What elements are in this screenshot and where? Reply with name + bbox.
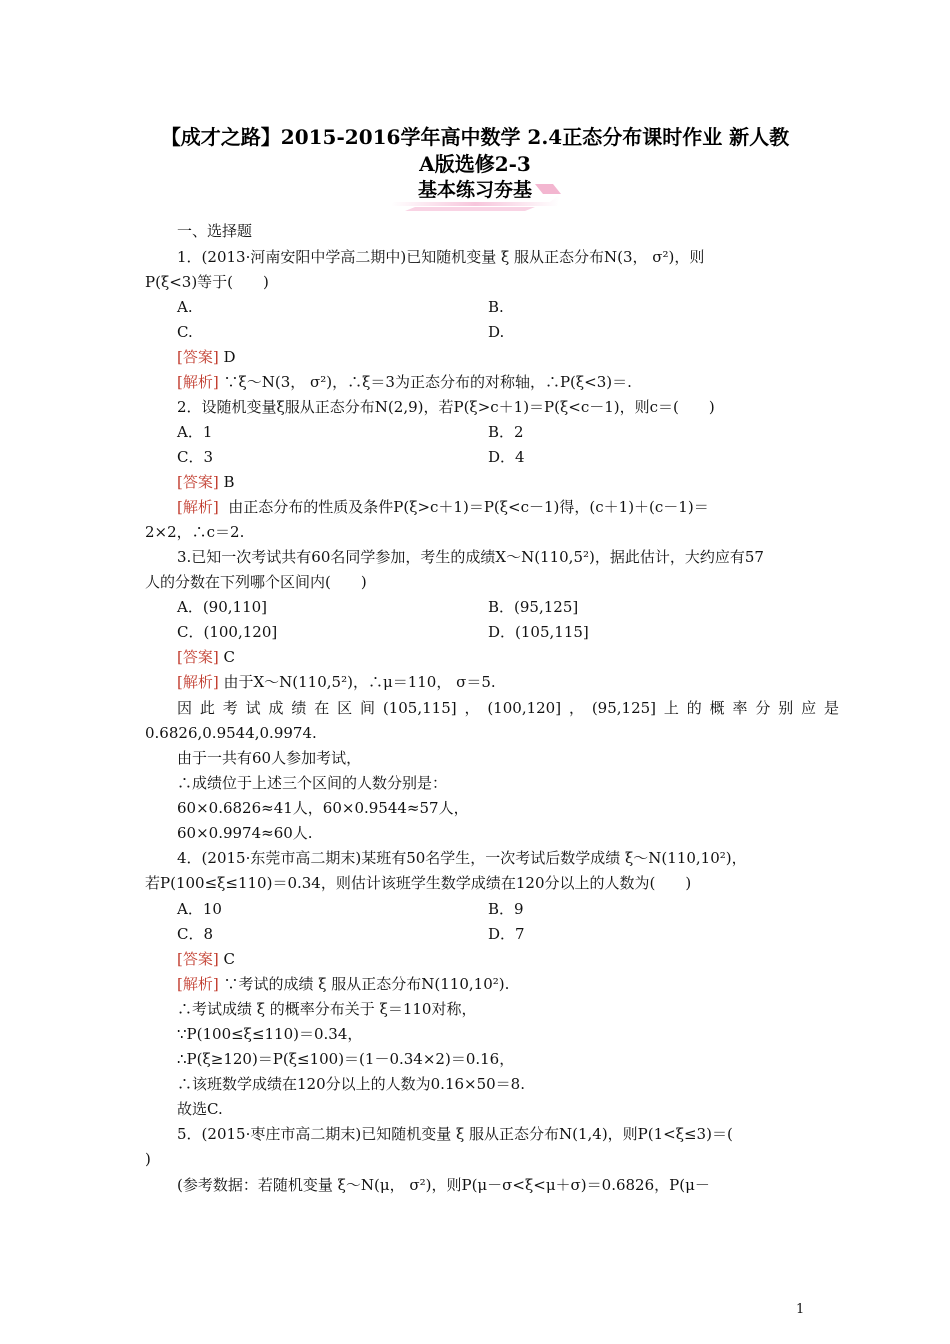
text-line xyxy=(177,447,213,467)
text-line xyxy=(177,1024,362,1044)
line-text: D．7 xyxy=(488,925,525,943)
line-text: D．(105,115] xyxy=(488,623,589,641)
line-text: 5．(2015·枣庄市高二期末)已知随机变量 ξ 服从正态分布N(1,4)，则P(1<ξ≤3)＝( xyxy=(177,1125,733,1143)
label-tag: [解析] xyxy=(177,498,219,516)
answer-line xyxy=(177,497,709,517)
answer-line xyxy=(177,974,509,994)
line-text: ∴成绩位于上述三个区间的人数分别是： xyxy=(177,774,448,792)
text-line xyxy=(177,1074,525,1094)
label-tag: [解析] xyxy=(177,673,219,691)
text-line xyxy=(177,221,252,241)
text-line xyxy=(177,999,476,1019)
label-tag: [解析] xyxy=(177,373,219,391)
line-text: C xyxy=(218,950,235,968)
line-text: 人的分数在下列哪个区间内( ) xyxy=(145,573,367,591)
text-line xyxy=(488,322,504,342)
text-line xyxy=(177,322,193,342)
line-text: (参考数据：若随机变量 ξ～N(μ， σ²)，则P(μ－σ<ξ<μ＋σ)＝0.6826，P(μ－ xyxy=(177,1176,710,1194)
line-text: 1．(2013·河南安阳中学高二期中)已知随机变量 ξ 服从正态分布N(3， σ²)，则 xyxy=(177,248,705,266)
line-text: ∴考试成绩 ξ 的概率分布关于 ξ＝110对称， xyxy=(177,1000,477,1018)
line-text: ∴该班数学成绩在120分以上的人数为0.16×50＝8. xyxy=(177,1075,525,1093)
line-text: 因此考试成绩在区间(105,115]，(100,120]，(95,125]上的概率分别应是 xyxy=(177,699,839,717)
line-text: 4．(2015·东莞市高二期末)某班有50名学生，一次考试后数学成绩 ξ～N(110,10²)， xyxy=(177,849,747,867)
text-line xyxy=(177,597,267,617)
label-tag: [答案] xyxy=(177,648,219,666)
line-text: B．9 xyxy=(488,900,524,918)
text-line xyxy=(488,422,524,442)
label-tag: [答案] xyxy=(177,950,219,968)
line-text: A．1 xyxy=(177,423,213,441)
text-line xyxy=(488,622,589,642)
answer-line xyxy=(177,647,235,667)
answer-line xyxy=(177,347,236,367)
text-line xyxy=(177,1175,710,1195)
text-line xyxy=(488,597,578,617)
answer-line xyxy=(177,949,235,969)
page-number: 1 xyxy=(796,1302,805,1317)
line-text: P(ξ<3)等于( ) xyxy=(145,273,269,291)
line-text: C．3 xyxy=(177,448,214,466)
text-line xyxy=(177,848,747,868)
line-text: ) xyxy=(145,1150,151,1168)
line-text: 60×0.9974≈60人. xyxy=(177,824,313,842)
line-text: D．4 xyxy=(488,448,525,466)
line-text: C．(100,120] xyxy=(177,623,278,641)
answer-line xyxy=(177,672,496,692)
line-text: 由于X～N(110,5²)，∴μ＝110， σ＝5. xyxy=(218,673,496,691)
label-tag: [答案] xyxy=(177,473,219,491)
label-tag: [解析] xyxy=(177,975,219,993)
text-line xyxy=(177,297,193,317)
line-text: A. xyxy=(177,298,193,316)
line-text: B．2 xyxy=(488,423,524,441)
text-line xyxy=(177,1099,223,1119)
text-line xyxy=(177,547,764,567)
text-line xyxy=(177,622,277,642)
text-line xyxy=(145,1149,151,1169)
text-line xyxy=(177,698,839,718)
line-text: C．8 xyxy=(177,925,214,943)
text-line xyxy=(177,924,213,944)
line-text: B. xyxy=(488,298,504,316)
document-title-line1: 【成才之路】2015-2016学年高中数学 2.4正态分布课时作业 新人教 xyxy=(160,125,790,149)
line-text: 60×0.6826≈41人，60×0.9544≈57人， xyxy=(177,799,469,817)
section-heading: 基本练习夯基 xyxy=(417,179,532,201)
text-line xyxy=(177,1049,514,1069)
text-line xyxy=(145,522,244,542)
text-line xyxy=(145,873,691,893)
text-line xyxy=(177,397,715,417)
line-text: 0.6826,0.9544,0.9974. xyxy=(145,724,317,742)
line-text: ∴P(ξ≥120)＝P(ξ≤100)＝(1－0.34×2)＝0.16， xyxy=(177,1050,515,1068)
line-text: ∵考试的成绩 ξ 服从正态分布N(110,10²). xyxy=(218,975,510,993)
line-text: ∵P(100≤ξ≤110)＝0.34， xyxy=(177,1025,363,1043)
text-line xyxy=(145,572,367,592)
line-text: 若P(100≤ξ≤110)＝0.34，则估计该班学生数学成绩在120分以上的人数为( ) xyxy=(145,874,692,892)
text-line xyxy=(177,247,704,267)
line-text: 2×2，∴c＝2. xyxy=(145,523,245,541)
line-text: ∵ξ～N(3， σ²)，∴ξ＝3为正态分布的对称轴，∴P(ξ<3)＝. xyxy=(218,373,632,391)
line-text: D. xyxy=(488,323,505,341)
text-line xyxy=(145,723,317,743)
text-line xyxy=(488,899,524,919)
line-text: 一、选择题 xyxy=(177,222,253,240)
text-line xyxy=(177,773,447,793)
line-text: A．10 xyxy=(177,900,222,918)
text-line xyxy=(177,422,212,442)
text-line xyxy=(177,823,313,843)
line-text: B xyxy=(218,473,235,491)
line-text: C xyxy=(218,648,235,666)
text-line xyxy=(488,297,504,317)
line-text: 3.已知一次考试共有60名同学参加，考生的成绩X～N(110,5²)，据此估计，大约应有57 xyxy=(177,548,764,566)
line-text: 由于一共有60人参加考试， xyxy=(177,749,362,767)
label-tag: [答案] xyxy=(177,348,219,366)
line-text: C. xyxy=(177,323,193,341)
text-line xyxy=(488,924,525,944)
line-text: 故选C. xyxy=(177,1100,223,1118)
answer-line xyxy=(177,372,632,392)
text-line xyxy=(177,1124,733,1144)
line-text: 由正态分布的性质及条件P(ξ>c＋1)＝P(ξ<c－1)得，(c＋1)＋(c－1)＝ xyxy=(218,498,709,516)
text-line xyxy=(177,748,361,768)
text-line xyxy=(488,447,525,467)
text-line xyxy=(177,798,469,818)
line-text: 2．设随机变量ξ服从正态分布N(2,9)，若P(ξ>c＋1)＝P(ξ<c－1)，则c＝( ) xyxy=(177,398,715,416)
answer-line xyxy=(177,472,235,492)
line-text: A．(90,110] xyxy=(177,598,268,616)
text-line xyxy=(145,272,269,292)
text-line xyxy=(177,899,222,919)
line-text: D xyxy=(218,348,236,366)
document-title-line2: A版选修2-3 xyxy=(419,152,531,176)
line-text: B．(95,125] xyxy=(488,598,579,616)
